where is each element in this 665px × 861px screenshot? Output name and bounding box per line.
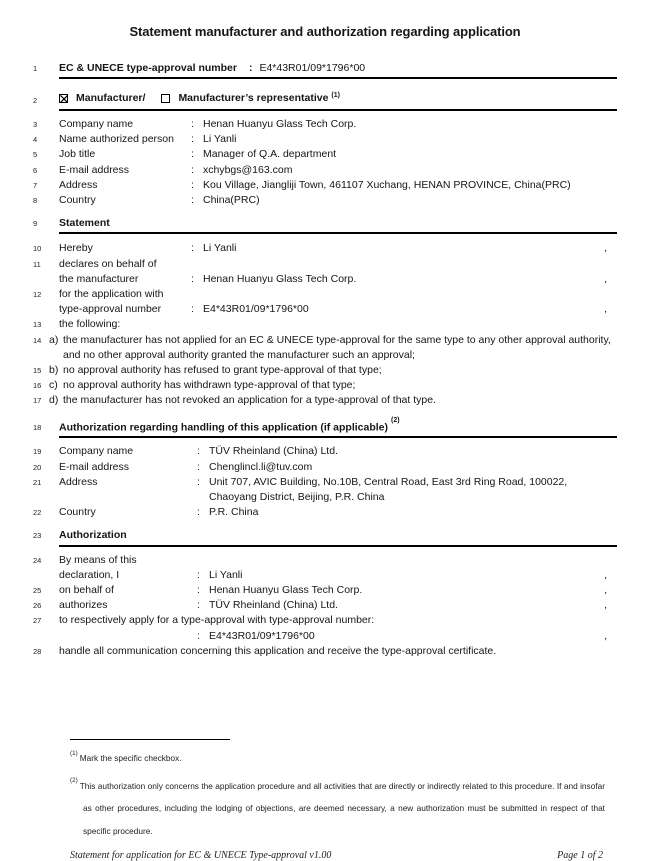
field-value: Li Yanli <box>203 133 237 146</box>
address-line-2: Chaoyang District, Beijing, P.R. China <box>209 490 385 503</box>
field-label: for the application with <box>59 288 164 301</box>
field-label: E-mail address <box>59 163 130 176</box>
field-row <box>33 460 617 475</box>
authorization-handling-heading <box>59 417 617 436</box>
line-number: 28 <box>33 646 42 656</box>
colon: : <box>197 599 200 612</box>
line-number: 12 <box>33 290 42 300</box>
line-number: 2 <box>33 95 38 105</box>
field-row <box>33 317 617 332</box>
field-label: Country <box>59 194 96 207</box>
footnote-1-marker: (1) <box>70 749 78 757</box>
trailing-comma: , <box>604 568 607 581</box>
field-label: on behalf of <box>59 583 114 596</box>
page-title: Statement manufacturer and authorization regarding application <box>129 24 521 39</box>
field-row <box>33 272 617 287</box>
field-row <box>33 241 617 256</box>
item-text: the manufacturer has not applied for an EC & UNECE type-approval for the same type to any other approval authority, and no other approval authority granted the manufacturer such an approval; <box>63 333 611 361</box>
colon: : <box>191 148 194 161</box>
line-number: 25 <box>33 585 42 595</box>
field-row-continuation <box>33 629 617 644</box>
field-row-continuation <box>33 490 617 505</box>
footnote-reference-1: (1) <box>331 91 340 99</box>
field-label: handle all communication concerning this application and receive the type-approval certificate. <box>59 644 497 657</box>
field-row <box>33 287 617 302</box>
colon: : <box>191 118 194 130</box>
line-number: 13 <box>33 320 42 330</box>
colon: : <box>191 242 194 255</box>
field-value: Unit 707, AVIC Building, No.10B, Central Road, East 3rd Ring Road, 100022, <box>209 475 568 488</box>
colon: : <box>197 506 200 519</box>
field-value: Kou Village, Jiangliji Town, 461107 Xuchang, HENAN PROVINCE, China(PRC) <box>203 178 571 191</box>
item-letter: a) <box>49 333 59 346</box>
line-number: 20 <box>33 462 42 472</box>
statement-heading: Statement <box>59 217 110 230</box>
field-label: Company name <box>59 118 134 130</box>
field-row <box>33 178 617 193</box>
line-number: 10 <box>33 244 42 254</box>
approval-number-value: E4*43R01/09*1796*00 <box>259 62 366 74</box>
line-number: 23 <box>33 531 42 541</box>
colon: : <box>191 133 194 146</box>
statement-heading-row <box>33 216 617 231</box>
field-label: Country <box>59 506 96 519</box>
line-number: 15 <box>33 366 42 376</box>
field-value: TÜV Rheinland (China) Ltd. <box>209 599 338 612</box>
footnote-2 <box>70 773 605 842</box>
footnote-1-text: Mark the specific checkbox. <box>79 752 182 763</box>
line-number: 11 <box>33 259 41 269</box>
colon: : <box>191 163 194 176</box>
field-label: Address <box>59 475 98 488</box>
declaration-item <box>33 393 617 408</box>
declaration-item <box>33 378 617 393</box>
section-rule <box>59 545 617 547</box>
line-number: 24 <box>33 555 42 565</box>
colon: : <box>197 629 200 642</box>
colon: : <box>191 272 194 285</box>
trailing-comma: , <box>604 599 607 612</box>
item-letter: b) <box>49 364 59 377</box>
item-text: no approval authority has refused to grant type-approval of that type; <box>63 364 382 377</box>
field-label: the manufacturer <box>59 272 139 285</box>
section-rule <box>59 436 617 438</box>
field-label: authorizes <box>59 599 108 612</box>
field-row <box>33 117 617 132</box>
field-label: Hereby <box>59 242 93 255</box>
item-text: no approval authority has withdrawn type-approval of that type; <box>63 379 356 392</box>
line-number: 17 <box>33 396 42 406</box>
field-row <box>33 444 617 459</box>
section-rule <box>59 232 617 234</box>
declaration-item <box>33 333 617 363</box>
section-rule <box>59 77 617 79</box>
colon: : <box>191 303 194 316</box>
field-label: Name authorized person <box>59 133 174 146</box>
manufacturer-choice-row <box>33 91 617 108</box>
field-row <box>33 163 617 178</box>
field-row <box>33 257 617 272</box>
colon: : <box>191 194 194 207</box>
field-value: E4*43R01/09*1796*00 <box>203 303 309 316</box>
footnote-reference-2: (2) <box>391 417 400 425</box>
field-row <box>33 132 617 147</box>
trailing-comma: , <box>604 242 607 255</box>
line-number: 19 <box>33 447 42 457</box>
line-number: 9 <box>33 219 38 229</box>
colon: : <box>197 583 200 596</box>
field-value: Chenglincl.li@tuv.com <box>209 460 313 473</box>
line-number: 6 <box>33 165 38 175</box>
item-letter: c) <box>49 379 58 392</box>
footnote-separator <box>70 739 230 740</box>
authorization-heading-row <box>33 528 617 543</box>
colon: : <box>191 178 194 191</box>
field-row <box>33 147 617 162</box>
field-row <box>33 613 617 628</box>
representative-option-label: Manufacturer’s representative <box>178 92 329 105</box>
page-footer <box>70 850 617 861</box>
line-number: 3 <box>33 120 38 129</box>
line-number: 8 <box>33 196 38 206</box>
field-label: By means of this <box>59 553 137 566</box>
field-row <box>33 568 617 583</box>
field-value: Li Yanli <box>209 568 243 581</box>
heading-text: Authorization regarding handling of this application (if applicable) <box>59 421 389 434</box>
line-number: 4 <box>33 135 38 145</box>
colon: : <box>197 445 200 458</box>
line-number: 27 <box>33 616 42 626</box>
manufacturer-option-label: Manufacturer/ <box>76 92 146 105</box>
field-label: Company name <box>59 445 134 458</box>
field-row <box>33 644 617 659</box>
authorization-handling-heading-row <box>33 417 617 436</box>
field-value: Li Yanli <box>203 242 237 255</box>
footer-page-number: Page 1 of 2 <box>557 850 603 861</box>
footnote-1 <box>70 750 617 764</box>
line-number: 21 <box>33 477 42 487</box>
line-number: 5 <box>33 150 38 160</box>
field-label: declaration, I <box>59 568 120 581</box>
field-label: declares on behalf of <box>59 257 157 270</box>
trailing-comma: , <box>604 303 607 316</box>
field-value: xchybgs@163.com <box>203 163 293 176</box>
field-row <box>33 583 617 598</box>
field-value: Henan Huanyu Glass Tech Corp. <box>203 118 357 130</box>
field-value: E4*43R01/09*1796*00 <box>209 629 315 642</box>
trailing-comma: , <box>604 629 607 642</box>
footnote-2-marker: (2) <box>70 777 78 785</box>
field-row <box>33 475 617 490</box>
line-number: 1 <box>33 64 38 73</box>
field-value: China(PRC) <box>203 194 260 207</box>
footer-document-version: Statement for application for EC & UNECE Type-approval v1.00 <box>70 850 332 861</box>
field-label: type-approval number <box>59 303 162 316</box>
authorization-heading: Authorization <box>59 529 127 542</box>
field-label: Job title <box>59 148 96 161</box>
item-letter: d) <box>49 394 59 407</box>
colon: : <box>197 475 200 488</box>
colon: : <box>197 568 200 581</box>
line-number: 16 <box>33 381 42 391</box>
field-row <box>33 553 617 568</box>
declaration-item <box>33 363 617 378</box>
field-label: the following: <box>59 318 121 331</box>
footnote-2-text: This authorization only concerns the application procedure and all activities that are directly or indirectly related to this procedure. If and insofar as other procedures, including the lodging of objections, are deemed necessary, a new authorization must be submitted in respect of that specific procedure. <box>79 780 605 836</box>
field-value: P.R. China <box>209 506 259 519</box>
field-value: Henan Huanyu Glass Tech Corp. <box>209 583 363 596</box>
field-row <box>33 598 617 613</box>
representative-checkbox-unchecked[interactable] <box>161 94 170 103</box>
line-number: 18 <box>33 423 42 433</box>
approval-number-row <box>33 61 617 76</box>
field-label: to respectively apply for a type-approval with type-approval number: <box>59 614 375 627</box>
checkmark-x-icon <box>60 95 68 103</box>
line-number: 14 <box>33 335 42 345</box>
field-row <box>33 302 617 317</box>
line-number: 22 <box>33 508 42 518</box>
section-rule <box>59 109 617 111</box>
field-value: TÜV Rheinland (China) Ltd. <box>209 445 338 458</box>
field-row <box>33 505 617 520</box>
field-row <box>33 193 617 208</box>
approval-number-label: EC & UNECE type-approval number <box>59 62 237 74</box>
field-value: Manager of Q.A. department <box>203 148 337 161</box>
field-label: E-mail address <box>59 460 130 473</box>
trailing-comma: , <box>604 583 607 596</box>
line-number: 7 <box>33 180 38 190</box>
colon: : <box>197 460 200 473</box>
item-text: the manufacturer has not revoked an application for a type-approval of that type. <box>63 394 436 407</box>
field-label: Address <box>59 178 98 191</box>
manufacturer-checkbox-checked[interactable] <box>59 94 68 103</box>
trailing-comma: , <box>604 272 607 285</box>
colon: : <box>248 62 253 74</box>
field-value: Henan Huanyu Glass Tech Corp. <box>203 272 357 285</box>
line-number: 26 <box>33 601 42 611</box>
